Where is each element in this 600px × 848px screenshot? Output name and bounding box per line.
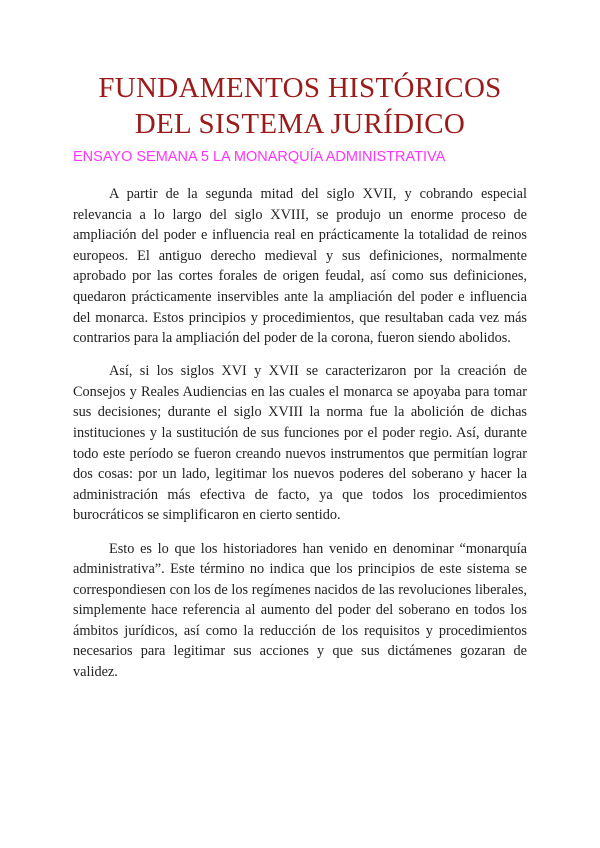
- paragraph-3: Esto es lo que los historiadores han venido en denominar “monarquía administrativa”. Este término no indica que los principios de este sistema se correspondiesen con los de los regímenes nacidos de las revoluciones liberales, simplemente hace referencia al aumento del poder del soberano en todos los ámbitos jurídicos, así como la reducción de los requisitos y procedimientos necesarios para legitimar sus acciones y que sus dictámenes gozaran de validez.: [73, 540, 527, 681]
- document-subtitle: ENSAYO SEMANA 5 LA MONARQUÍA ADMINISTRATIVA: [73, 149, 446, 165]
- document-title: FUNDAMENTOS HISTÓRICOS DEL SISTEMA JURÍDICO: [98, 72, 502, 140]
- document-page: [73, 70, 527, 695]
- paragraph-1: A partir de la segunda mitad del siglo XVII, y cobrando especial relevancia a lo largo del siglo XVIII, se produjo un enorme proceso de ampliación del poder e influencia real en prácticamente la totalidad de reinos europeos. El antiguo derecho medieval y sus definiciones, normalmente aprobado por las cortes forales de origen feudal, así como sus definiciones, quedaron prácticamente inservibles ante la ampliación del poder e influencia del monarca. Estos principios y procedimientos, que resultaban cada vez más contrarios para la ampliación del poder de la corona, fueron siendo abolidos.: [73, 186, 527, 347]
- paragraph-2: Así, si los siglos XVI y XVII se caracterizaron por la creación de Consejos y Reales Audiencias en las cuales el monarca se apoyaba para tomar sus decisiones; durante el siglo XVIII la norma fue la abolición de dichas instituciones y la sustitución de sus funciones por el poder regio. Así, durante todo este período se fueron creando nuevos instrumentos que permitían lograr dos cosas: por un lado, legitimar los nuevos poderes del soberano y hacer la administración más efectiva de facto, ya que todos los procedimientos burocráticos se simplificaron en cierto sentido.: [73, 363, 527, 524]
